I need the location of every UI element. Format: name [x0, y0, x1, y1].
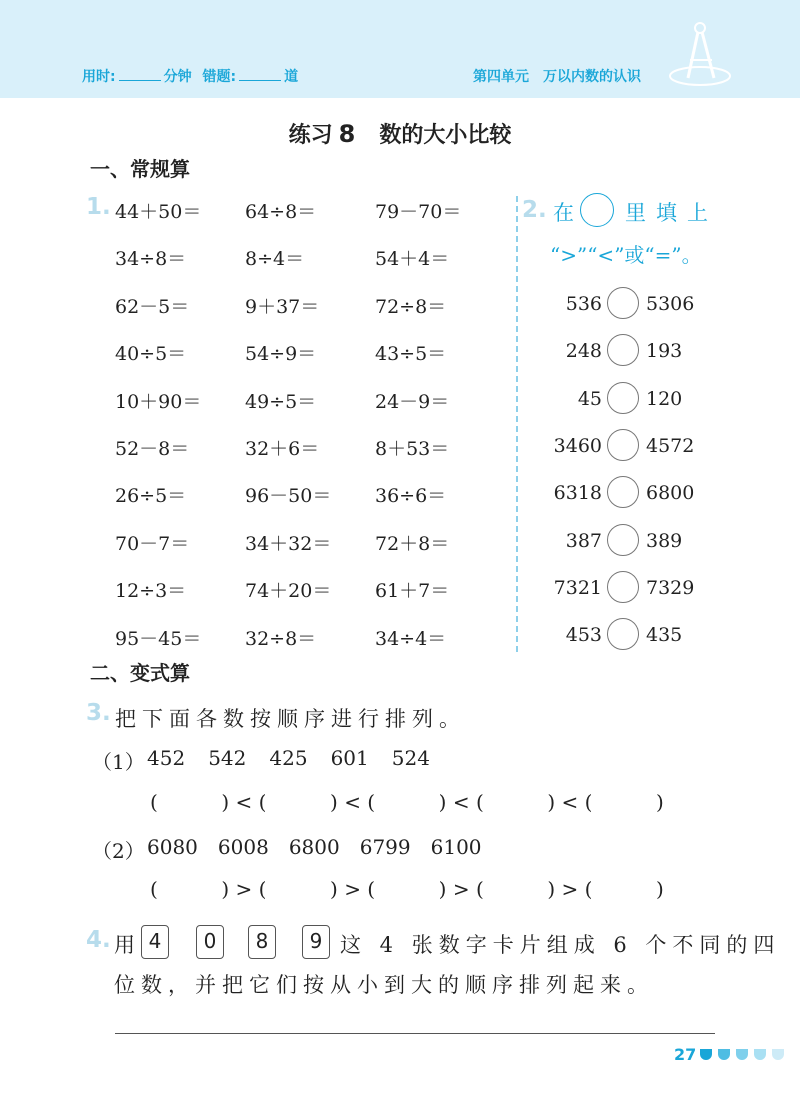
number-item: 524	[391, 746, 430, 770]
q3-instruction: 把下面各数按顺序进行排列。	[115, 707, 466, 731]
digit-card: 0	[196, 925, 224, 959]
compare-left-number: 3460	[553, 434, 602, 457]
answer-circle[interactable]	[607, 476, 639, 508]
section-heading-1: 一、常规算	[90, 157, 190, 181]
question-4-number: 4.	[86, 927, 111, 953]
q2-example-circle	[580, 193, 614, 227]
compare-right-number: 5306	[646, 293, 695, 315]
calc-expression: 24－9＝	[375, 390, 450, 413]
calc-expression: 70－7＝	[115, 532, 190, 555]
number-item: 452	[147, 746, 186, 770]
number-item: 425	[269, 746, 308, 770]
section-heading-2: 二、变式算	[90, 661, 190, 685]
compare-right-number: 7329	[646, 576, 695, 599]
compare-right-number: 6800	[646, 482, 695, 505]
digit-card: 8	[248, 925, 276, 959]
calc-expression: 36÷6＝	[375, 485, 447, 508]
question-1-number: 1.	[86, 194, 111, 220]
calc-expression: 95－45＝	[115, 627, 202, 650]
calc-expression: 8＋53＝	[375, 438, 450, 460]
calc-expression: 52－8＝	[115, 438, 190, 460]
calc-expression: 49÷5＝	[245, 390, 317, 413]
q4-use-word: 用	[114, 933, 141, 957]
calc-expression: 79－70＝	[375, 201, 462, 223]
compare-left-number: 536	[565, 293, 602, 315]
answer-circle[interactable]	[607, 618, 639, 650]
q3-part1-blanks[interactable]: ( ) < ( ) < ( ) < ( ) < ( )	[150, 790, 664, 814]
progress-dot	[754, 1049, 766, 1060]
number-item: 6799	[359, 835, 411, 859]
calc-expression: 34＋32＝	[245, 532, 332, 555]
calc-expression: 72＋8＝	[375, 532, 450, 555]
calc-expression: 34÷4＝	[375, 627, 447, 650]
page-number: 27	[674, 1045, 697, 1064]
calc-expression: 34÷8＝	[115, 248, 187, 271]
dashed-divider	[516, 196, 518, 652]
question-3-number: 3.	[86, 700, 111, 726]
compass-icon	[662, 20, 732, 90]
calc-expression: 96－50＝	[245, 485, 332, 508]
calc-expression: 9＋37＝	[245, 295, 320, 318]
compare-right-number: 389	[646, 529, 683, 552]
progress-dot	[718, 1049, 730, 1060]
unit-heading: 第四单元 万以内数的认识	[473, 69, 641, 85]
compare-right-number: 4572	[646, 434, 695, 457]
progress-dot	[700, 1049, 712, 1060]
calc-expression: 40÷5＝	[115, 343, 187, 366]
q2-text-a: 在	[553, 201, 584, 225]
compare-right-number: 193	[646, 340, 683, 363]
compare-left-number: 453	[565, 624, 602, 647]
calc-expression: 12÷3＝	[115, 580, 187, 603]
answer-circle[interactable]	[607, 429, 639, 461]
errors-blank[interactable]	[239, 67, 281, 81]
q4-text-line2: 位数，并把它们按从小到大的顺序排列起来。	[114, 973, 654, 997]
calc-expression: 44＋50＝	[115, 201, 202, 223]
time-errors-record: 用时: 分钟 错题: 道	[82, 69, 299, 85]
compare-left-number: 45	[577, 387, 602, 410]
number-item: 6008	[217, 835, 269, 859]
compare-left-number: 7321	[553, 576, 602, 599]
answer-circle[interactable]	[607, 334, 639, 366]
number-item: 601	[330, 746, 369, 770]
page-title: 练习 8 数的大小比较	[288, 120, 512, 148]
calc-expression: 54÷9＝	[245, 343, 317, 366]
compare-left-number: 387	[565, 529, 602, 552]
calc-expression: 74＋20＝	[245, 580, 332, 603]
compare-left-number: 248	[565, 340, 602, 363]
q3-part2-label: （2）	[92, 839, 145, 863]
number-item: 542	[208, 746, 247, 770]
answer-circle[interactable]	[607, 524, 639, 556]
calc-expression: 54＋4＝	[375, 248, 450, 271]
q3-part1-numbers	[147, 746, 453, 770]
number-item: 6080	[147, 835, 198, 859]
answer-circle[interactable]	[607, 382, 639, 414]
calc-expression: 10＋90＝	[115, 390, 202, 413]
answer-circle[interactable]	[607, 287, 639, 319]
calc-expression: 43÷5＝	[375, 343, 447, 366]
q3-part2-numbers	[147, 835, 502, 859]
answer-line	[115, 1033, 715, 1034]
calc-expression: 26÷5＝	[115, 485, 187, 508]
number-item: 6800	[288, 835, 340, 859]
calc-expression: 62－5＝	[115, 295, 190, 318]
q3-part1-label: （1）	[92, 750, 145, 774]
time-blank[interactable]	[119, 67, 161, 81]
digit-card: 4	[141, 925, 169, 959]
compare-right-number: 120	[646, 387, 683, 410]
question-2-number: 2.	[522, 197, 547, 223]
calc-expression: 32＋6＝	[245, 438, 320, 460]
calc-expression: 64÷8＝	[245, 201, 317, 223]
number-item: 6100	[430, 835, 482, 859]
calc-expression: 8÷4＝	[245, 248, 305, 271]
progress-dot	[736, 1049, 748, 1060]
progress-dot	[772, 1049, 784, 1060]
q2-text-b: 里填上	[625, 201, 718, 225]
digit-card: 9	[302, 925, 330, 959]
calc-expression: 32÷8＝	[245, 627, 317, 650]
calc-expression: 72÷8＝	[375, 295, 447, 318]
answer-circle[interactable]	[607, 571, 639, 603]
calc-expression: 61＋7＝	[375, 580, 450, 603]
compare-right-number: 435	[646, 624, 683, 647]
q3-part2-blanks[interactable]: ( ) > ( ) > ( ) > ( ) > ( )	[150, 877, 664, 901]
q2-instruction: “>”“<”或“=”。	[550, 243, 702, 267]
compare-left-number: 6318	[553, 482, 602, 505]
q4-text-line1: 这 4 张数字卡片组成 6 个不同的四	[340, 933, 781, 957]
